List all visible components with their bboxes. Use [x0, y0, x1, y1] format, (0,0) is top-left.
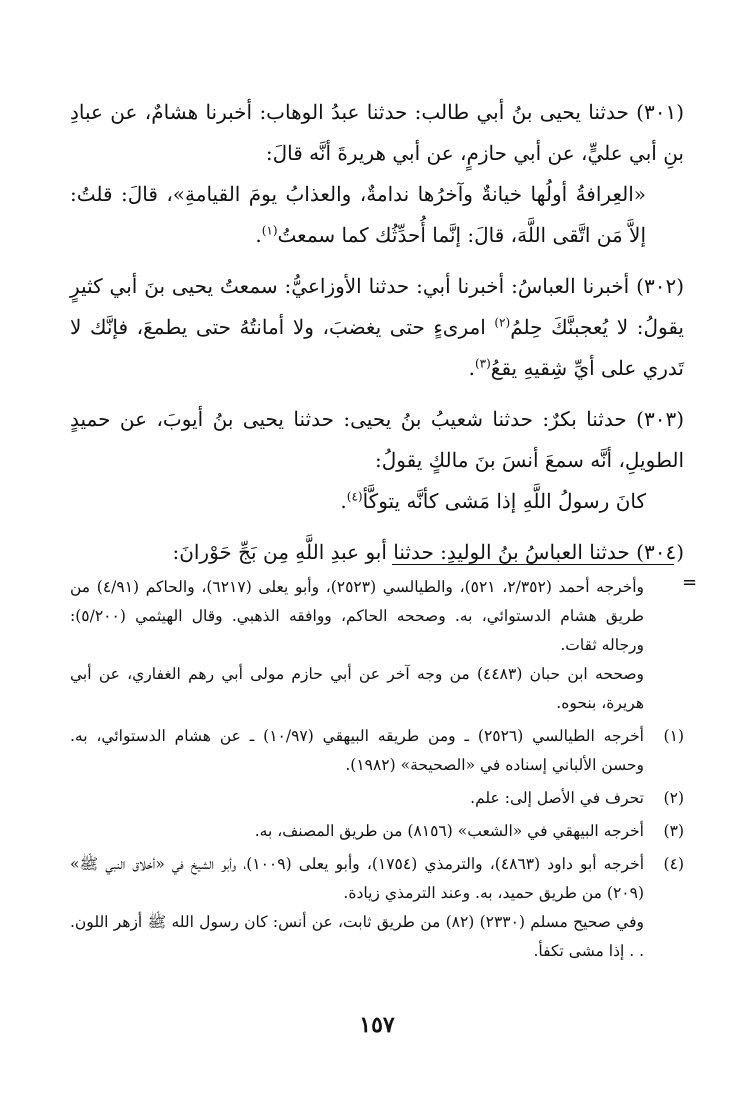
footnote-4-extra: وفي صحيح مسلم (٢٣٣٠) (٨٢) من طريق ثابت، عن أنس: كان رسول الله ﷺ أزهر اللون. . . إذا مشى تكفأ.: [70, 913, 644, 960]
hadith-302: (٣٠٢) أخبرنا العباسُ: أخبرنا أبي: حدثنا الأوزاعيُّ: سمعتُ يحيى بنَ أبي كثيرٍ يقولُ: لا يُعجبنَّكَ حِلمُ$^{(٢)}$ امرىءٍ حتى يغضبَ، ولا أمانتُهُ حتى يطمعَ، فإنَّك لا تَدري على أيِّ شِقيهِ يقعُ$^{(٣)}$.: [70, 274, 684, 380]
hadith-304: (٣٠٤) حدثنا العباسُ بنُ الوليدِ: حدثنا أبو عبدِ اللَّهِ مِن بَجِّ حَوْرانَ:: [172, 540, 684, 564]
continuation-sign: =: [682, 572, 698, 593]
hadith-301: (٣٠١) حدثنا يحيى بنُ أبي طالب: حدثنا عبدُ الوهاب: أخبرنا هشامٌ، عن عبادِ بنِ أبي عليٍّ، عن أبي حازمٍ، عن أبي هريرةَ أنَّه قالَ:: [70, 100, 684, 165]
page-number: ١٥٧: [359, 1012, 395, 1038]
footnote-ref-2[interactable]: (٢): [494, 315, 511, 330]
footnote-text: أخرجه أبو داود (٤٨٦٣)، والترمذي (١٧٥٤)، وأبو يعلى (١٠٠٩)، وأبو الشيخ في «أخلاق النبي ﷺ» (٢٠٩) من طريق حميد، به. وعند الترمذي زيادة.: [70, 855, 644, 902]
footnote-continuation-1: وأخرجه أحمد (٢/٣٥٢، ٥٢١)، والطيالسي (٢٥٢٣)، وأبو يعلى (٦٢١٧)، والحاكم (٤/٩١) من طريق هشام الدستوائي، به. وصححه الحاكم، ووافقه الذهبي. وقال الهيثمي (٥/٢٠٠): ورجاله ثقات.: [70, 578, 644, 654]
footnote-number: (٢): [663, 789, 684, 807]
hadith-301-text: «العِرافةُ أولُها خيانةٌ وآخرُها ندامةٌ، والعذابُ يومَ القيامةِ»، قالَ: قلتُ: إلاَّ مَن اتَّقى اللَّهَ، قالَ: إنَّما أُحدِّثُك كما سمعتُ$^{(١)}$.: [70, 182, 646, 247]
footnote-1: [70, 722, 684, 780]
footnote-ref-4[interactable]: (٤): [346, 489, 363, 504]
footnote-number: (١): [663, 727, 684, 745]
footnote-continuation-2: وصححه ابن حبان (٤٤٨٣) من وجه آخر عن أبي حازم مولى أبي رهم الغفاري، عن أبي هريرة، بنحوه.: [70, 665, 644, 712]
footnote-ref-1[interactable]: (١): [261, 223, 278, 238]
footnote-ref-3[interactable]: (٣): [474, 356, 491, 371]
footnotes: [70, 573, 684, 966]
footnote-number: (٣): [663, 822, 684, 840]
footnote-2: [70, 784, 684, 813]
main-text: [70, 92, 684, 573]
footnote-separator: [392, 564, 674, 565]
hadith-303-text: كانَ رسولُ اللَّهِ إذا مَشى كأنَّه يتوكَّأ$^{(٤)}$.: [340, 489, 646, 513]
footnote-text: أخرجه البيهقي في «الشعب» (٨١٥٦) من طريق المصنف، به.: [254, 822, 644, 840]
footnote-4: [70, 850, 684, 908]
footnote-3: [70, 817, 684, 846]
footnote-text: أخرجه الطيالسي (٢٥٢٦) ـ ومن طريقه البيهقي (١٠/٩٧) ـ عن هشام الدستوائي، به. وحسن الألباني إسناده في «الصحيحة» (١٩٨٢).: [70, 727, 644, 774]
footnote-number: (٤): [663, 855, 684, 873]
hadith-303: (٣٠٣) حدثنا بكرٌ: حدثنا شعيبُ بنُ يحيى: حدثنا يحيى بنُ أيوبَ، عن حميدٍ الطويلِ، أنَّه سمعَ أنسَ بنَ مالكٍ يقولُ:: [70, 407, 684, 472]
footnote-text: تحرف في الأصل إلى: علم.: [470, 789, 644, 807]
